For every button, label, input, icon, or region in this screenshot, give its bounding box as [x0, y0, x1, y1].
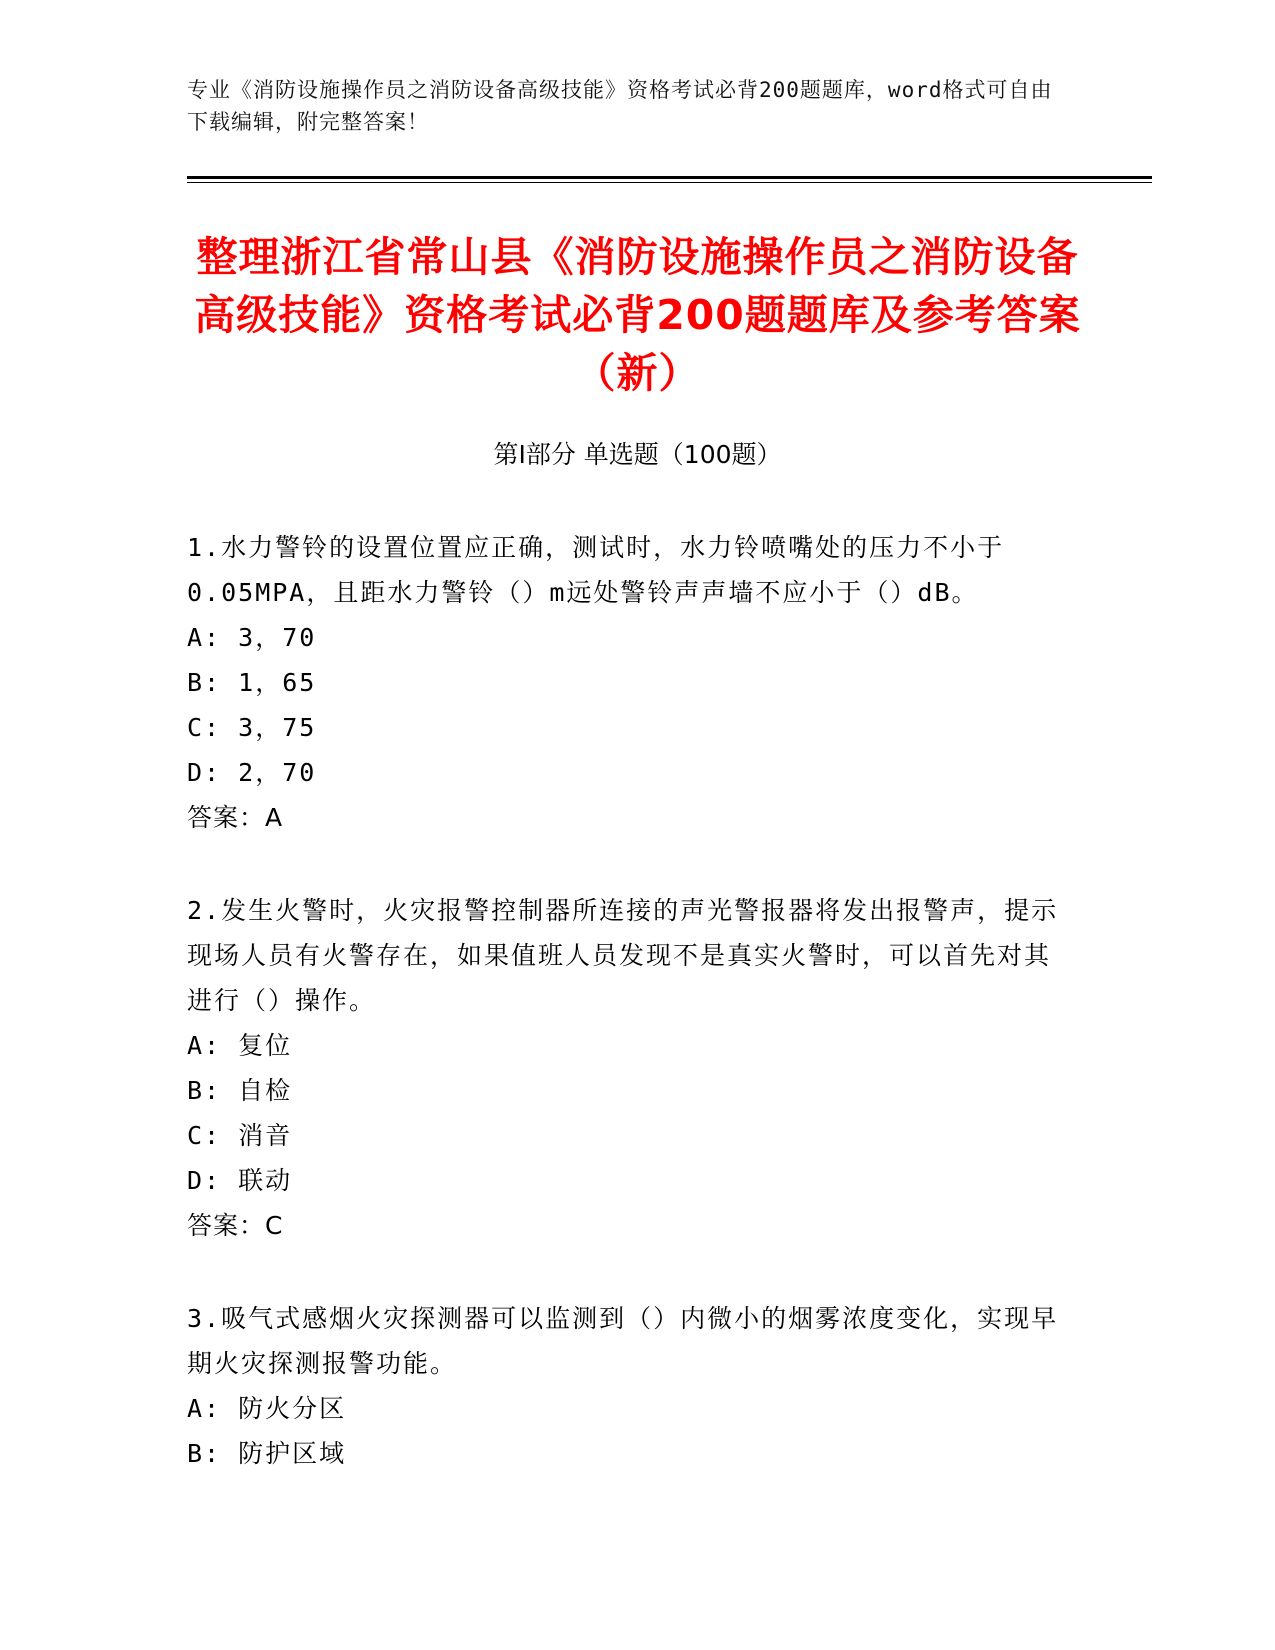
option-d: D: 联动	[187, 1166, 293, 1195]
option-c: C: 消音	[187, 1121, 293, 1150]
option-b: B: 防护区域	[187, 1439, 347, 1468]
option-b: B: 自检	[187, 1076, 293, 1105]
question-2	[187, 888, 1067, 1248]
question-stem: 3.吸气式感烟火灾探测器可以监测到（）内微小的烟雾浓度变化，实现早期火灾探测报警功能。	[187, 1304, 1059, 1378]
option-a: A: 复位	[187, 1031, 293, 1060]
question-list	[187, 525, 1067, 1524]
header-divider-thick	[187, 176, 1152, 179]
option-d: D: 2，70	[187, 758, 317, 787]
answer-line: 答案：C	[187, 1211, 284, 1240]
question-stem: 2.发生火警时，火灾报警控制器所连接的声光警报器将发出报警声，提示现场人员有火警存在，如果值班人员发现不是真实火警时，可以首先对其进行（）操作。	[187, 896, 1059, 1015]
question-3	[187, 1296, 1067, 1476]
answer-line: 答案：A	[187, 803, 284, 832]
question-stem: 1.水力警铃的设置位置应正确，测试时，水力铃喷嘴处的压力不小于0.05MPA，且距水力警铃（）m远处警铃声声墙不应小于（）dB。	[187, 533, 1005, 607]
option-c: C: 3，75	[187, 713, 317, 742]
option-a: A: 防火分区	[187, 1394, 347, 1423]
document-title: 整理浙江省常山县《消防设施操作员之消防设备高级技能》资格考试必背200题题库及参考答案（新）	[194, 233, 1081, 397]
option-a: A: 3，70	[187, 623, 317, 652]
header-divider-thin	[187, 182, 1152, 183]
option-b: B: 1，65	[187, 668, 317, 697]
header-note: 专业《消防设施操作员之消防设备高级技能》资格考试必背200题题库，word格式可自由下载编辑，附完整答案！	[187, 78, 1053, 134]
question-1	[187, 525, 1067, 840]
section-heading: 第Ⅰ部分 单选题（100题）	[493, 440, 782, 469]
